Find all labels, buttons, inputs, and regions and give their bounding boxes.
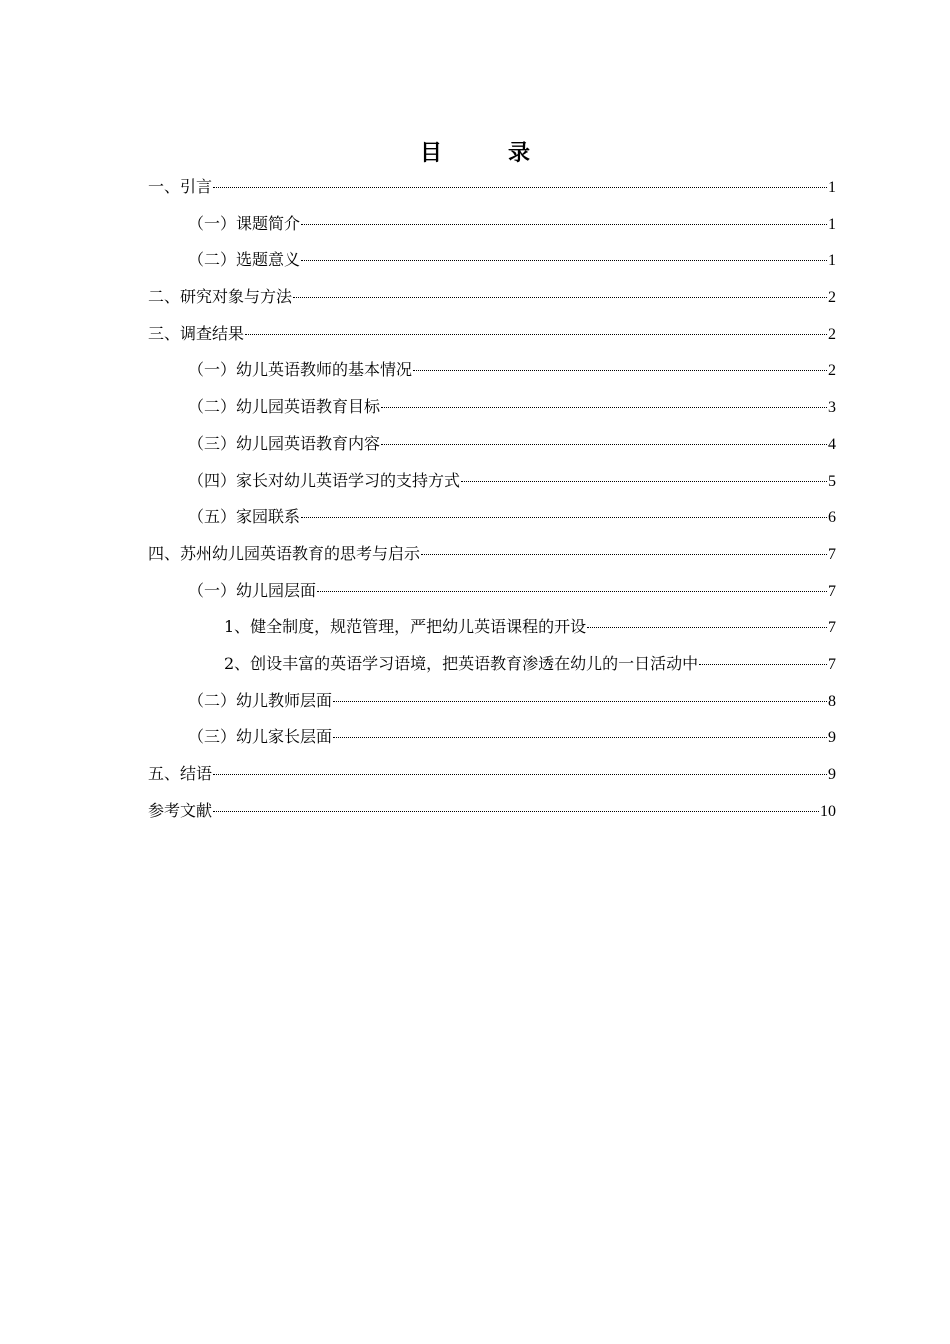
dot-leader [301, 223, 827, 225]
toc-entry-page: 1 [828, 252, 836, 270]
toc-entry-page: 4 [828, 435, 836, 453]
dot-leader [699, 663, 827, 665]
toc-entry-page: 1 [828, 179, 836, 196]
dot-leader [245, 333, 827, 335]
toc-entry-label: （一）幼儿英语教师的基本情况 [188, 360, 413, 380]
toc-entry[interactable] [148, 463, 836, 500]
toc-entry-page: 2 [828, 362, 836, 380]
toc-entry[interactable] [148, 279, 836, 316]
toc-entry-page: 9 [828, 766, 836, 783]
toc-entry[interactable] [148, 206, 836, 243]
toc-entry-page: 5 [828, 472, 836, 490]
toc-entry-page: 7 [828, 582, 836, 600]
toc-entry[interactable] [148, 352, 836, 389]
toc-entry[interactable] [148, 683, 836, 720]
dot-leader [587, 626, 827, 628]
toc-entry-page: 2 [828, 289, 836, 307]
toc-entry-label: 2、创设丰富的英语学习语境，把英语教育渗透在幼儿的一日活动中 [224, 653, 699, 673]
toc-entry[interactable] [148, 756, 836, 793]
toc-entry[interactable] [148, 536, 836, 573]
table-of-contents [148, 169, 836, 829]
toc-entry-page: 10 [820, 802, 836, 820]
dot-leader [317, 590, 827, 592]
dot-leader [461, 480, 827, 482]
toc-entry[interactable] [148, 573, 836, 610]
toc-entry-label: （二）幼儿教师层面 [188, 690, 333, 710]
toc-entry[interactable] [148, 426, 836, 463]
toc-entry-page: 7 [828, 545, 836, 563]
toc-entry[interactable] [148, 609, 836, 646]
toc-entry-label: （一）课题简介 [188, 213, 301, 233]
dot-leader [421, 553, 827, 555]
toc-entry[interactable] [148, 242, 836, 279]
toc-entry-label: （一）幼儿园层面 [188, 580, 317, 600]
toc-entry-label: 参考文献 [148, 800, 213, 820]
toc-entry-label: 一、引言 [148, 177, 213, 196]
dot-leader [301, 516, 827, 518]
dot-leader [213, 186, 827, 188]
toc-entry-page: 2 [828, 325, 836, 343]
toc-entry-label: （二）幼儿园英语教育目标 [188, 397, 381, 417]
dot-leader [301, 259, 827, 261]
toc-entry-page: 8 [828, 692, 836, 710]
dot-leader [333, 736, 827, 738]
toc-entry-label: （四）家长对幼儿英语学习的支持方式 [188, 470, 461, 490]
toc-entry-page: 7 [828, 655, 836, 673]
toc-entry-label: （二）选题意义 [188, 250, 301, 270]
toc-entry[interactable] [148, 646, 836, 683]
toc-entry-label: （三）幼儿家长层面 [188, 727, 333, 747]
toc-entry-label: （三）幼儿园英语教育内容 [188, 433, 381, 453]
dot-leader [413, 369, 827, 371]
toc-title: 目 录 [419, 140, 552, 166]
toc-entry-page: 9 [828, 729, 836, 747]
toc-entry-page: 1 [828, 215, 836, 233]
toc-entry-page: 7 [828, 619, 836, 637]
toc-entry[interactable] [148, 499, 836, 536]
toc-entry-label: 1、健全制度，规范管理，严把幼儿英语课程的开设 [224, 617, 587, 637]
dot-leader [333, 700, 827, 702]
dot-leader [381, 443, 827, 445]
toc-entry-label: （五）家园联系 [188, 507, 301, 527]
toc-entry[interactable] [148, 793, 836, 830]
toc-entry[interactable] [148, 169, 836, 206]
toc-entry[interactable] [148, 389, 836, 426]
toc-entry-label: 二、研究对象与方法 [148, 287, 293, 307]
dot-leader [381, 406, 827, 408]
toc-entry-page: 6 [828, 509, 836, 527]
dot-leader [293, 296, 827, 298]
dot-leader [213, 773, 827, 775]
dot-leader [213, 810, 819, 812]
toc-entry-label: 五、结语 [148, 764, 213, 783]
toc-entry-page: 3 [828, 399, 836, 417]
toc-entry[interactable] [148, 719, 836, 756]
toc-entry-label: 四、苏州幼儿园英语教育的思考与启示 [148, 543, 421, 563]
toc-entry[interactable] [148, 316, 836, 353]
toc-entry-label: 三、调查结果 [148, 323, 245, 343]
